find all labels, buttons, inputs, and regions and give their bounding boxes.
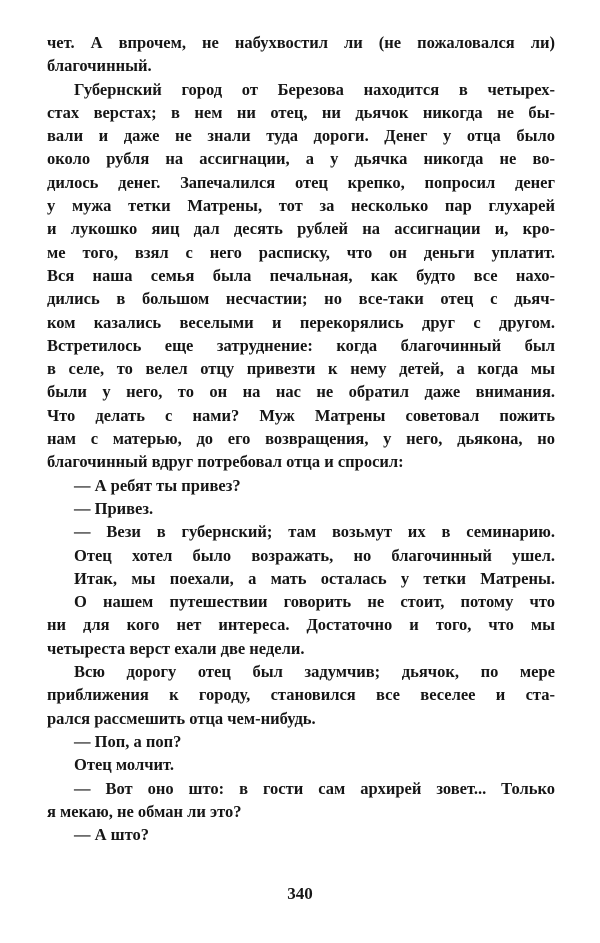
- paragraph-start-line: Всю дорогу отец был задумчив; дьячок, по мере: [74, 662, 555, 682]
- dialogue-line: — Вези в губернский; там возьмут их в семинарию.: [74, 522, 555, 542]
- text-line: вали и даже не знали туда дороги. Денег у отца было: [47, 126, 555, 146]
- text-line: рался рассмешить отца чем-нибудь.: [47, 708, 316, 728]
- text-line: нам с матерью, до его возвращения, у него, дьякона, но: [47, 429, 555, 449]
- dialogue-line: — А што?: [74, 825, 149, 845]
- text-line: ме того, взял с него расписку, что он деньги уплатит.: [47, 242, 555, 262]
- text-line: Встретилось еще затруднение: когда благочинный был: [47, 335, 555, 355]
- text-line: благочинный вдруг потребовал отца и спросил:: [47, 452, 404, 472]
- paragraph-start-line: Отец хотел было возражать, но благочинный ушел.: [74, 545, 555, 565]
- dialogue-line: — Поп, а поп?: [74, 731, 182, 751]
- text-line: ком казались веселыми и перекорялись друг с другом.: [47, 312, 555, 332]
- paragraph-start-line: Отец молчит.: [74, 755, 175, 775]
- paragraph-start-line: Итак, мы поехали, а мать осталась у тетки Матрены.: [74, 568, 555, 588]
- paragraph-start-line: Губернский город от Березова находится в четырех-: [74, 79, 555, 99]
- text-line: Что делать с нами? Муж Матрены советовал пожить: [47, 405, 555, 425]
- text-line: приближения к городу, становился все веселее и ста-: [47, 685, 555, 705]
- text-line: ни для кого нет интереса. Достаточно и того, что мы: [47, 615, 555, 635]
- text-line: около рубля на ассигнации, а у дьячка никогда не во-: [47, 149, 555, 169]
- text-line: и лукошко яиц дал десять рублей на ассигнации и, кро-: [47, 219, 555, 239]
- paragraph-start-line: О нашем путешествии говорить не стоит, потому что: [74, 592, 555, 612]
- text-line: четыреста верст ехали две недели.: [47, 638, 305, 658]
- text-line: стах верстах; в нем ни отец, ни дьячок никогда не бы-: [47, 102, 555, 122]
- text-line: у мужа тетки Матрены, тот за несколько пар глухарей: [47, 196, 555, 216]
- text-line: дилось денег. Запечалился отец крепко, попросил денег: [47, 172, 555, 192]
- body-text: [47, 31, 555, 846]
- page-number: 340: [287, 884, 313, 903]
- text-line: Вся наша семья была печальная, как будто все нахо-: [47, 265, 555, 285]
- text-line: благочинный.: [47, 56, 152, 76]
- text-line: были у него, то он на нас не обратил даже внимания.: [47, 382, 555, 402]
- text-line: в селе, то велел отцу привезти к нему детей, а когда мы: [47, 359, 555, 379]
- dialogue-line: — Вот оно што: в гости сам архирей зовет... Только: [74, 778, 555, 798]
- dialogue-line: — Привез.: [74, 498, 154, 518]
- dialogue-line: — А ребят ты привез?: [74, 475, 241, 495]
- text-line: дились в большом несчастии; но все-таки отец с дьяч-: [47, 289, 555, 309]
- text-line: чет. А впрочем, не набухвостил ли (не пожаловался ли): [47, 33, 555, 52]
- text-line: я мекаю, не обман ли это?: [47, 801, 242, 821]
